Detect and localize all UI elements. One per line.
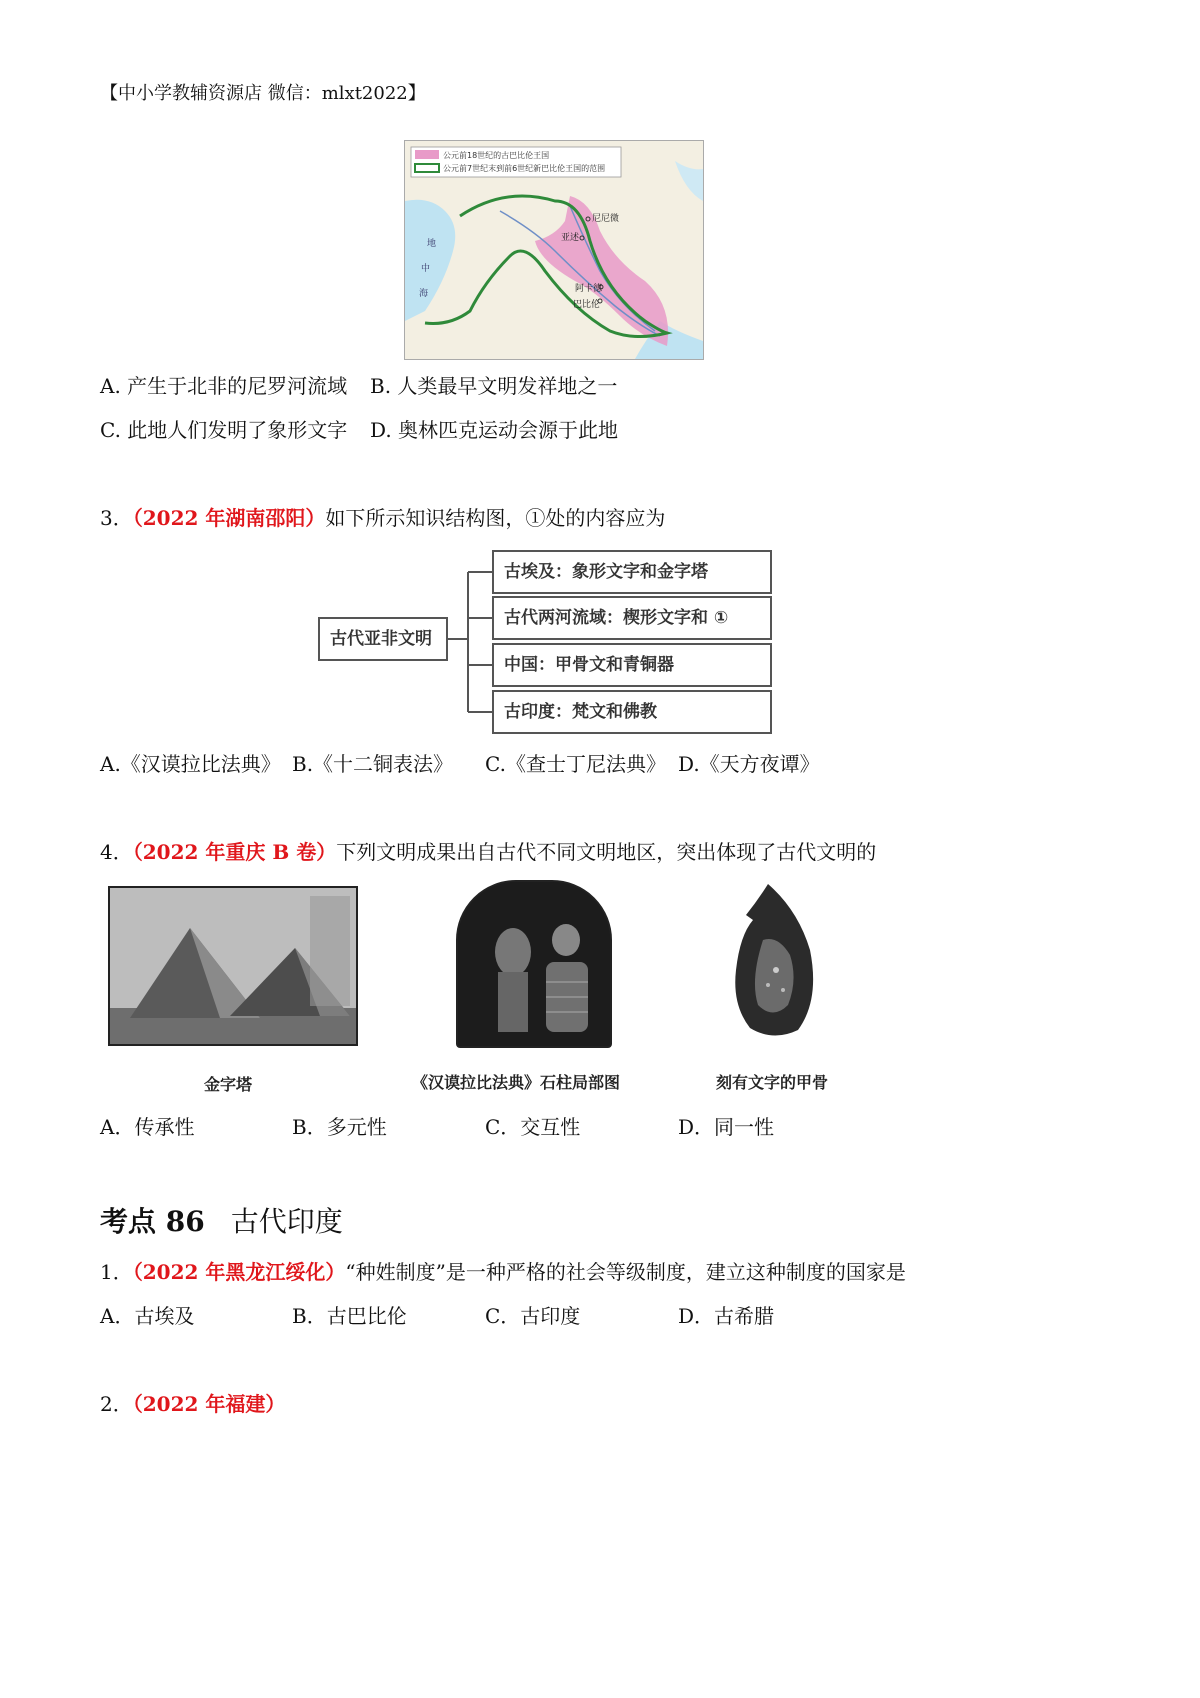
diagram-branch-india: 古印度：梵文和佛教 [492,690,772,734]
q3-option-c: C.《查士丁尼法典》 [485,752,666,776]
city-label-babylon: 巴比伦 [573,300,601,310]
s2-question [100,1390,285,1418]
q3-question [100,504,665,532]
stele-drawing [458,882,612,1048]
q4-option-c: C．交互性 [485,1115,581,1139]
pyramid-drawing [110,888,358,1046]
q2-option-a: A. 产生于北非的尼罗河流域 [100,374,348,398]
s1-option-d: D．古希腊 [678,1304,775,1328]
s1-question [100,1258,906,1286]
babylon-map [404,140,704,360]
diagram-branch-china: 中国：甲骨文和青铜器 [492,643,772,687]
stele-caption: 《汉谟拉比法典》石柱局部图 [412,1073,621,1092]
section-label: 考点 86 [100,1205,205,1238]
s1-number: 1． [100,1260,133,1284]
s1-source: （2022 年黑龙江绥化） [132,1260,346,1284]
s2-source: （2022 年福建） [132,1392,286,1416]
oracle-bone-photo [728,880,818,1040]
q4-source: （2022 年重庆 B 卷） [132,840,337,864]
section-heading [100,1204,343,1240]
q3-source: （2022 年湖南邵阳） [132,506,326,530]
legend-label-old: 公元前18世纪的古巴比伦王国 [443,151,550,160]
pyramid-caption: 金字塔 [204,1075,253,1094]
oracle-bone-drawing [728,880,818,1040]
s1-option-b: B．古巴比伦 [292,1304,407,1328]
pyramid-photo [108,886,358,1046]
legend-swatch-old [415,150,439,159]
hammurabi-stele-photo [456,880,612,1048]
city-label-nineveh: 尼尼微 [592,214,620,224]
sea-label-3: 海 [419,289,429,299]
q2-option-c: C. 此地人们发明了象形文字 [100,418,348,442]
q3-stem: 如下所示知识结构图，①处的内容应为 [325,506,666,530]
caspian-water [675,161,703,201]
page-header: 【中小学教辅资源店 微信：mlxt2022】 [100,83,426,104]
q3-option-b: B.《十二铜表法》 [292,752,454,776]
city-label-akkad: 阿卡德 [575,284,603,294]
q4-stem: 下列文明成果出自古代不同文明地区，突出体现了古代文明的 [336,840,877,864]
legend-label-new: 公元前7世纪末到前6世纪新巴比伦王国的范围 [443,164,606,173]
sea-label-2: 中 [421,264,431,274]
map-svg [405,141,703,359]
s1-option-c: C．古印度 [485,1304,581,1328]
q2-option-d: D. 奥林匹克运动会源于此地 [370,418,619,442]
q4-question [100,838,876,866]
q2-option-b: B. 人类最早文明发祥地之一 [370,374,618,398]
section-title: 古代印度 [230,1205,343,1238]
q4-number: 4． [100,840,133,864]
q3-number: 3． [100,506,133,530]
sea-label-1: 地 [427,239,437,249]
q3-option-d: D.《天方夜谭》 [678,752,820,776]
diagram-branch-mesopotamia: 古代两河流域：楔形文字和 ① [492,596,772,640]
diagram-branch-egypt: 古埃及：象形文字和金字塔 [492,550,772,594]
oracle-bone-caption: 刻有文字的甲骨 [716,1073,829,1092]
q3-option-a: A.《汉谟拉比法典》 [100,752,281,776]
city-label-assur: 亚述 [561,233,580,243]
mediterranean-sea [405,200,455,321]
diagram-root: 古代亚非文明 [318,617,448,661]
s1-option-a: A．古埃及 [100,1304,195,1328]
s1-stem: “种姓制度”是一种严格的社会等级制度，建立这种制度的国家是 [345,1260,906,1284]
q4-option-b: B．多元性 [292,1115,387,1139]
q4-option-d: D．同一性 [678,1115,775,1139]
q4-option-a: A．传承性 [100,1115,195,1139]
s2-number: 2． [100,1392,133,1416]
